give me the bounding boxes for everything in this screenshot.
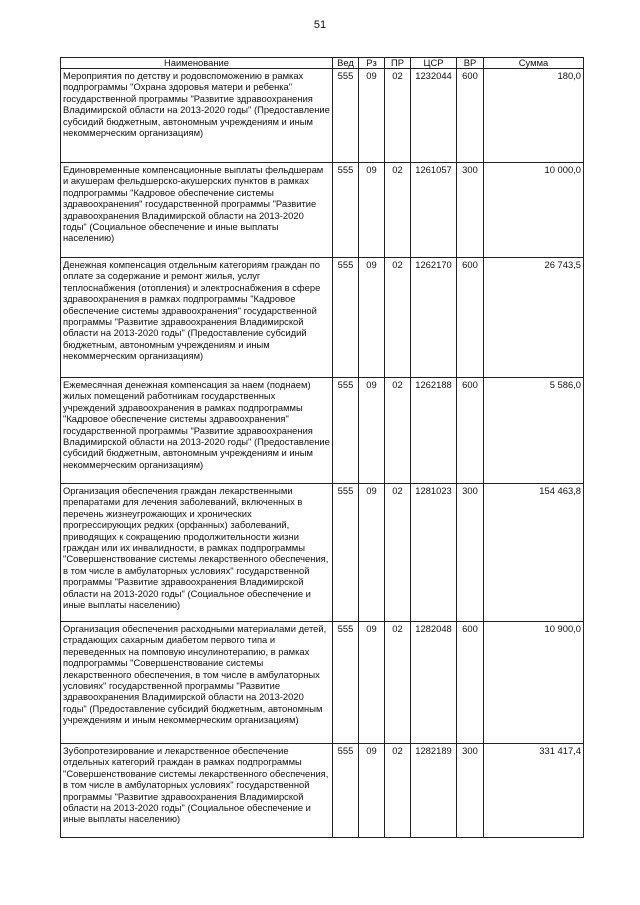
row-vr: 600 [457, 622, 484, 744]
row-rz: 09 [359, 163, 385, 258]
row-rz: 09 [359, 744, 385, 838]
row-ved: 555 [333, 622, 359, 744]
row-ved: 555 [333, 69, 359, 163]
row-pr: 02 [385, 378, 411, 484]
header-vr: ВР [457, 58, 484, 69]
header-name: Наименование [61, 58, 333, 69]
table-row [61, 163, 584, 258]
header-ved: Вед [333, 58, 359, 69]
table-row [61, 258, 584, 378]
row-pr: 02 [385, 163, 411, 258]
table-row [61, 69, 584, 163]
header-rz: Рз [359, 58, 385, 69]
table-row [61, 744, 584, 838]
row-vr: 600 [457, 69, 484, 163]
row-ved: 555 [333, 258, 359, 378]
row-name: Зубопротезирование и лекарственное обеспечение отдельных категорий граждан в рамках подпрограммы "Совершенствование системы лекарственного обеспечения, в том числе в амбулаторных условиях" государственной программы "Развитие здравоохранения Владимирской области на 2013-2020 годы" (Социальное обеспечение и иные выплаты населению) [61, 744, 333, 838]
row-sum: 10 000,0 [484, 163, 584, 258]
row-ved: 555 [333, 484, 359, 622]
row-csr: 1262188 [411, 378, 457, 484]
row-rz: 09 [359, 258, 385, 378]
row-ved: 555 [333, 163, 359, 258]
table-row [61, 622, 584, 744]
row-pr: 02 [385, 622, 411, 744]
row-csr: 1232044 [411, 69, 457, 163]
row-pr: 02 [385, 69, 411, 163]
row-vr: 600 [457, 378, 484, 484]
row-pr: 02 [385, 744, 411, 838]
row-vr: 300 [457, 163, 484, 258]
row-rz: 09 [359, 622, 385, 744]
row-csr: 1262170 [411, 258, 457, 378]
row-vr: 300 [457, 484, 484, 622]
row-pr: 02 [385, 258, 411, 378]
row-csr: 1282189 [411, 744, 457, 838]
row-rz: 09 [359, 378, 385, 484]
row-csr: 1281023 [411, 484, 457, 622]
row-sum: 154 463,8 [484, 484, 584, 622]
table-header-row [61, 58, 584, 69]
page-number: 51 [313, 19, 327, 31]
row-rz: 09 [359, 69, 385, 163]
row-sum: 331 417,4 [484, 744, 584, 838]
row-csr: 1282048 [411, 622, 457, 744]
row-vr: 600 [457, 258, 484, 378]
table-row [61, 378, 584, 484]
header-pr: ПР [385, 58, 411, 69]
row-sum: 10 900,0 [484, 622, 584, 744]
table-row [61, 484, 584, 622]
row-ved: 555 [333, 378, 359, 484]
row-name: Организация обеспечения расходными материалами детей, страдающих сахарным диабетом первого типа и переведенных на помповую инсулинотерапию, в рамках подпрограммы "Совершенствование системы лекарственного обеспечения, в том числе в амбулаторных условиях" государственной программы "Развитие здравоохранения Владимирской области на 2013-2020 годы" (Предоставление субсидий бюджетным, автономным учреждениям и иным некоммерческим организациям) [61, 622, 333, 744]
budget-table [60, 57, 584, 838]
row-vr: 300 [457, 744, 484, 838]
row-csr: 1261057 [411, 163, 457, 258]
row-name: Денежная компенсация отдельным категориям граждан по оплате за содержание и ремонт жилья, услуг теплоснабжения (отопления) и электроснабжения в сфере здравоохранения в рамках подпрограммы "Кадровое обеспечение системы здравоохранения" государственной программы "Развитие здравоохранения Владимирской области на 2013-2020 годы" (Предоставление субсидий бюджетным, автономным учреждениям и иным некоммерческим организациям) [61, 258, 333, 378]
row-ved: 555 [333, 744, 359, 838]
row-name: Мероприятия по детству и родовспоможению в рамках подпрограммы "Охрана здоровья матери и ребенка" государственной программы "Развитие здравоохранения Владимирской области на 2013-2020 годы" (Предоставление субсидий бюджетным, автономным учреждениям и иным некоммерческим организациям) [61, 69, 333, 163]
header-csr: ЦСР [411, 58, 457, 69]
row-pr: 02 [385, 484, 411, 622]
row-sum: 26 743,5 [484, 258, 584, 378]
row-sum: 5 586,0 [484, 378, 584, 484]
row-rz: 09 [359, 484, 385, 622]
row-sum: 180,0 [484, 69, 584, 163]
row-name: Ежемесячная денежная компенсация за наем (поднаем) жилых помещений работникам государственных учреждений здравоохранения в рамках подпрограммы "Кадровое обеспечение системы здравоохранения" государственной программы "Развитие здравоохранения Владимирской области на 2013-2020 годы" (Предоставление субсидий бюджетным, автономным учреждениям и иным некоммерческим организациям) [61, 378, 333, 484]
row-name: Организация обеспечения граждан лекарственными препаратами для лечения заболеваний, включенных в перечень жизнеугрожающих и хронических прогрессирующих редких (орфанных) заболеваний, приводящих к сокращению продолжительности жизни граждан или их инвалидности, в рамках подпрограммы "Совершенствование системы лекарственного обеспечения, в том числе в амбулаторных условиях" государственной программы "Развитие здравоохранения Владимирской области на 2013-2020 годы" (Социальное обеспечение и иные выплаты населению) [61, 484, 333, 622]
row-name: Единовременные компенсационные выплаты фельдшерам и акушерам фельдшерско-акушерских пунктов в рамках подпрограммы "Кадровое обеспечение системы здравоохранения" государственной программы "Развитие здравоохранения Владимирской области на 2013-2020 годы" (Социальное обеспечение и иные выплаты населению) [61, 163, 333, 258]
header-sum: Сумма [484, 58, 584, 69]
